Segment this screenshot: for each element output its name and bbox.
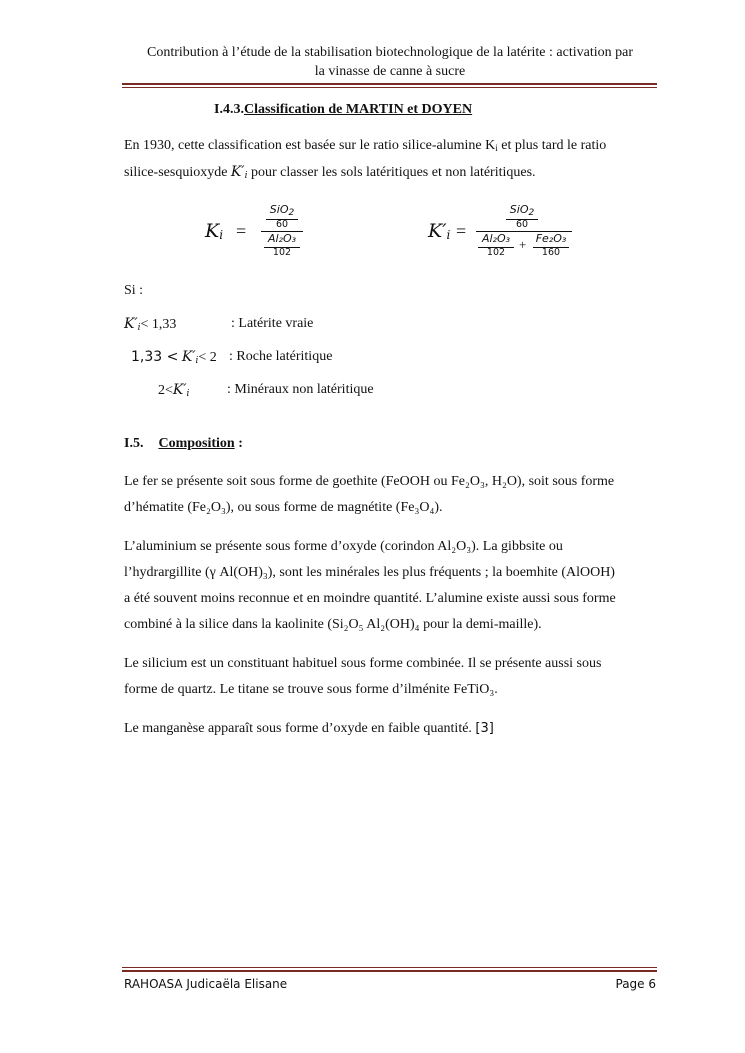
ki-symbol: $K_i$ [205,220,224,242]
k-prime-equals: = [456,221,467,241]
criteria-intro: Si : [124,283,144,298]
footer-rule-thin [122,967,657,968]
ki-den-102: 102 [272,247,292,258]
intro-line-1: En 1930, cette classification est basée sur le ratio silice-alumine $K_i$ et plus tard le ratio [124,138,607,153]
section-heading-composition: I.5. Composition : [124,436,243,451]
header-line-1: Contribution à l’étude de la stabilisation biotechnologique de la latérite : activation par [147,45,633,60]
kp-den-al2o3: Al₂O₃ [481,232,511,245]
kp-den-160: 160 [541,247,561,258]
header-line-2: la vinasse de canne à sucre [314,64,466,79]
kp-den-102: 102 [486,247,506,258]
paragraph-silicon-line-2: forme de quartz. Le titane se trouve sous forme d’ilménite FeTiO₃. [124,682,498,697]
section-title: Classification de MARTIN et DOYEN [243,102,473,117]
footer-rule [122,970,657,972]
criteria-row-1-desc: : Latérite vraie [231,316,314,331]
section-number: I.4.3. [214,102,244,117]
paragraph-iron-line-1: Le fer se présente soit sous forme de goethite (FeOOH ou Fe₂O₃, H₂O), soit sous forme [124,474,615,489]
criteria-row-1-cond: $K'_i< 1,33$ [124,316,177,333]
paragraph-silicon-line-1: Le silicium est un constituant habituel sous forme combinée. Il se présente aussi sous [124,656,602,671]
paragraph-aluminium-line-1: L’aluminium se présente sous forme d’oxyde (corindon Al₂O₃). La gibbsite ou [124,539,563,554]
ki-num-sio2: SiO$_2$ [269,203,295,218]
paragraph-aluminium-line-4: combiné à la silice dans la kaolinite (Si₂O₅ Al₂(OH)₄ pour la demi-maille). [124,617,542,632]
kp-num-sio2: SiO$_2$ [509,203,535,218]
footer-page-number: Page 6 [615,977,656,991]
paragraph-manganese: Le manganèse apparaît sous forme d’oxyde en faible quantité. [3] [124,721,494,736]
k-prime-symbol: $K'_i$ [428,220,451,242]
formula-k-prime [428,203,588,263]
header-rule-thin [122,87,657,88]
ki-den-al2o3: Al₂O₃ [267,232,297,245]
ki-num-60: 60 [275,219,289,230]
ki-equals: = [236,221,247,241]
paragraph-aluminium-line-3: a été souvent moins reconnue et en moindre quantité. L’alumine existe aussi sous forme [124,591,616,606]
kp-plus: + [519,237,527,252]
kp-den-fe2o3: Fe₂O₃ [535,232,567,245]
kp-num-60: 60 [515,219,529,230]
paragraph-aluminium-line-2: l’hydrargillite (γ Al(OH)₃), sont les minérales les plus fréquents ; la boemhite (AlOOH) [124,565,615,580]
intro-line-2: silice-sesquioxyde $K'_i$ pour classer les sols latéritiques et non latéritiques. [124,164,536,181]
k-prime-inline: $K'_i$ [230,164,248,181]
header-rule [122,83,657,85]
criteria-row-2-cond: $1,33 < K'_i< 2$ [131,349,217,366]
criteria-row-2-desc: : Roche latéritique [229,349,333,364]
formula-ki [205,203,315,263]
criteria-row-3-cond: $2<K'_i$ [158,382,190,399]
running-header [124,43,656,81]
citation-ref: [3] [475,721,494,736]
criteria-row-3-desc: : Minéraux non latéritique [227,382,374,397]
paragraph-iron-line-2: d’hématite (Fe₂O₃), ou sous forme de magnétite (Fe₃O₄). [124,500,443,515]
footer-author: RAHOASA Judicaëla Elisane [124,977,288,991]
section-heading-martin-doyen [214,102,472,118]
